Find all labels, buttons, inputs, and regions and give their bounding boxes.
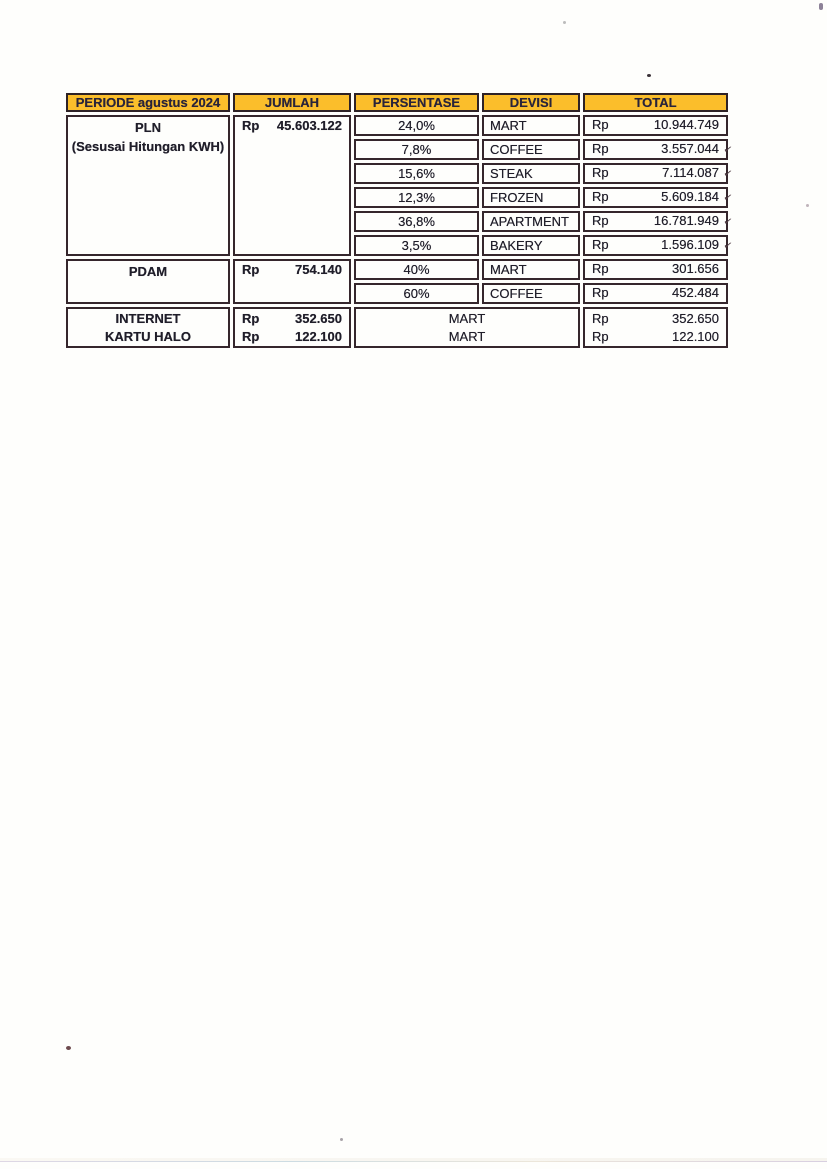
cell-devisi: COFFEE: [482, 139, 580, 160]
scan-edge-line: [0, 1161, 827, 1162]
cell-devisi: STEAK: [482, 163, 580, 184]
cell-devisi-merged: [354, 307, 580, 348]
pen-tick-mark: ✓: [721, 239, 734, 253]
cell-devisi: MART: [482, 115, 580, 136]
header-cell-persentase: PERSENTASE: [354, 93, 479, 112]
cell-periode-internet-kartuhalo: [66, 307, 230, 348]
cell-persentase: 3,5%: [354, 235, 479, 256]
scan-speck: [806, 204, 809, 207]
currency-label: Rp: [242, 311, 260, 326]
header-cell-devisi: DEVISI: [482, 93, 580, 112]
cell-jumlah-pdam: [233, 259, 351, 304]
table-row: [66, 307, 728, 348]
currency-label: Rp: [242, 329, 260, 344]
cell-total: [583, 115, 728, 136]
currency-label: Rp: [592, 141, 609, 156]
cell-persentase: 60%: [354, 283, 479, 304]
total-value: 16.781.949: [653, 213, 719, 228]
cell-devisi: BAKERY: [482, 235, 580, 256]
total-value: 7.114.087: [662, 165, 719, 180]
pen-tick-mark: ✓: [721, 215, 734, 229]
scan-speck: [819, 3, 823, 10]
cell-total: [583, 211, 734, 232]
currency-label: Rp: [242, 262, 260, 277]
cell-devisi: COFFEE: [482, 283, 580, 304]
total-value: 452.484: [672, 285, 719, 300]
jumlah-value: 352.650: [295, 311, 342, 326]
cell-persentase: 12,3%: [354, 187, 479, 208]
currency-label: Rp: [592, 329, 609, 344]
pen-tick-mark: ✓: [721, 167, 734, 181]
jumlah-value: 754.140: [295, 262, 342, 277]
kartu-halo-name: KARTU HALO: [105, 329, 191, 344]
internet-name: INTERNET: [115, 311, 181, 326]
total-value: 122.100: [672, 329, 719, 344]
table-row: [66, 115, 728, 136]
pen-tick-mark: ✓: [721, 191, 734, 205]
cell-devisi: MART: [482, 259, 580, 280]
devisi-value: MART: [448, 328, 486, 344]
currency-label: Rp: [592, 165, 609, 180]
cell-periode-pln: [66, 115, 230, 256]
cell-devisi: APARTMENT: [482, 211, 580, 232]
scan-speck: [647, 74, 651, 77]
currency-label: Rp: [592, 237, 609, 252]
currency-label: Rp: [592, 213, 609, 228]
devisi-value: MART: [448, 310, 486, 326]
pen-tick-mark: ✓: [721, 143, 734, 157]
cell-total: [583, 187, 734, 208]
jumlah-value: 122.100: [295, 329, 342, 344]
header-cell-jumlah: JUMLAH: [233, 93, 351, 112]
total-value: 301.656: [672, 261, 719, 276]
cell-total-internet-kartuhalo: [583, 307, 728, 348]
currency-label: Rp: [592, 311, 609, 326]
cell-total: [583, 235, 734, 256]
cell-total: [583, 259, 728, 280]
scan-speck: [66, 1046, 71, 1050]
cell-jumlah-pln: [233, 115, 351, 256]
scan-speck: [563, 21, 566, 24]
cell-persentase: 40%: [354, 259, 479, 280]
expense-table: [63, 90, 734, 351]
currency-label: Rp: [242, 118, 260, 133]
cell-total: [583, 163, 734, 184]
table-row: [66, 259, 728, 280]
total-value: 352.650: [672, 311, 719, 326]
pln-name: PLN: [135, 120, 161, 135]
pdam-name: PDAM: [128, 264, 168, 279]
header-row: [66, 93, 728, 112]
scan-speck: [340, 1138, 343, 1141]
cell-persentase: 36,8%: [354, 211, 479, 232]
cell-persentase: 15,6%: [354, 163, 479, 184]
header-cell-total: TOTAL: [583, 93, 728, 112]
total-value: 10.944.749: [653, 117, 719, 132]
total-value: 3.557.044: [661, 141, 719, 156]
jumlah-value: 45.603.122: [276, 118, 342, 133]
currency-label: Rp: [592, 261, 609, 276]
total-value: 1.596.109: [661, 237, 719, 252]
pln-subtitle: (Sesusai Hitungan KWH): [71, 139, 225, 154]
total-value: 5.609.184: [661, 189, 719, 204]
cell-persentase: 7,8%: [354, 139, 479, 160]
cell-jumlah-internet-kartuhalo: [233, 307, 351, 348]
cell-total: [583, 139, 734, 160]
header-cell-periode: PERIODE agustus 2024: [66, 93, 230, 112]
currency-label: Rp: [592, 189, 609, 204]
cell-total: [583, 283, 728, 304]
cell-devisi: FROZEN: [482, 187, 580, 208]
currency-label: Rp: [592, 285, 609, 300]
currency-label: Rp: [592, 117, 609, 132]
cell-persentase: 24,0%: [354, 115, 479, 136]
cell-periode-pdam: [66, 259, 230, 304]
